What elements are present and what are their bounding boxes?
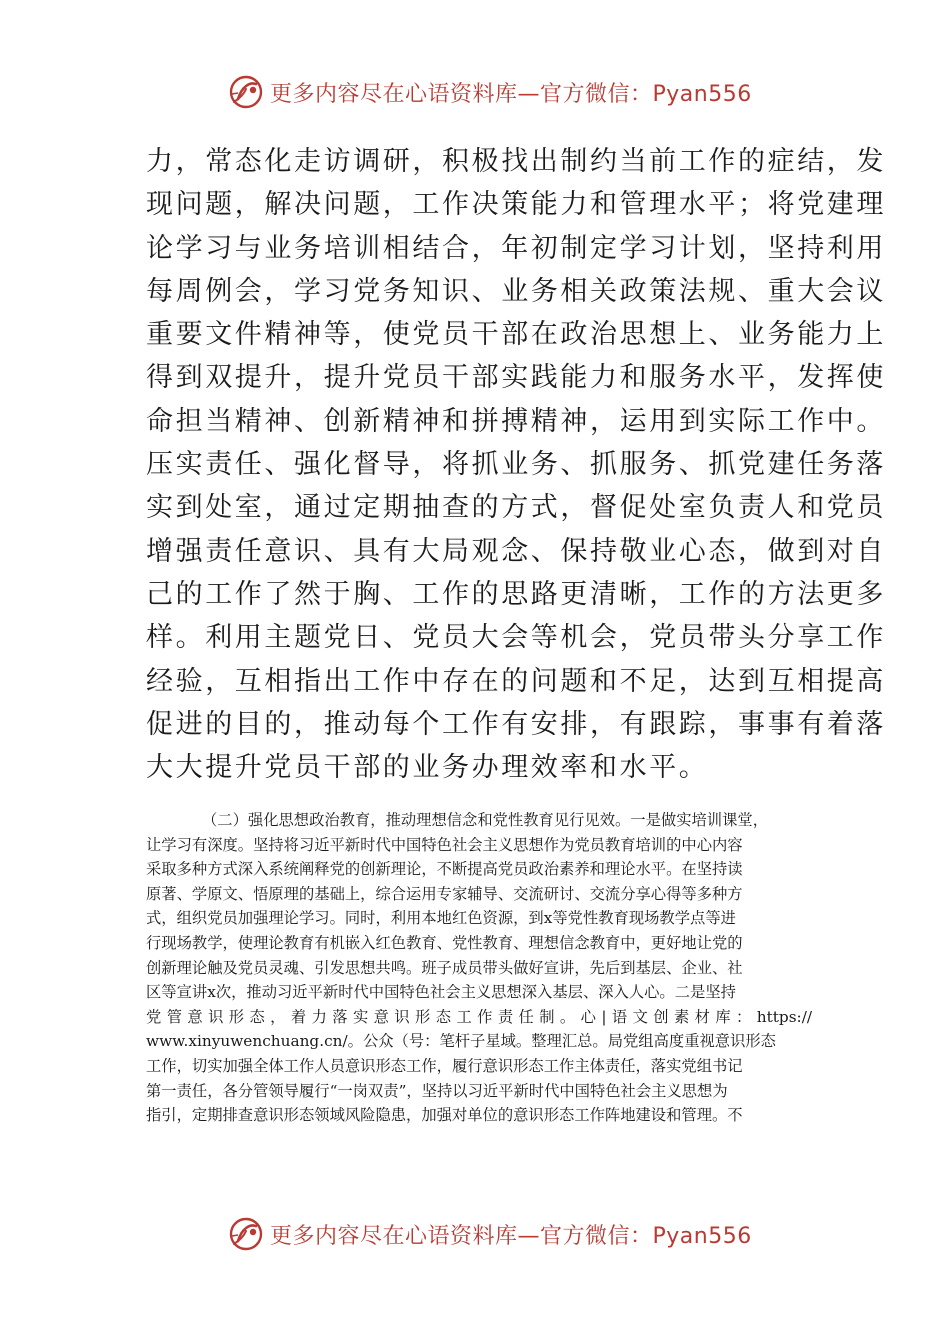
text-line: 现问题，解决问题，工作决策能力和管理水平；将党建理 [146,189,886,221]
text-line: 促进的目的，推动每个工作有安排，有跟踪，事事有着落 [146,708,886,740]
text-line: 增强责任意识、具有大局观念、保持敬业心态，做到对自 [146,535,886,567]
text-line: 己的工作了然于胸、工作的思路更清晰，工作的方法更多 [146,578,886,610]
text-line: 力，常态化走访调研，积极找出制约当前工作的症结，发 [146,146,886,177]
text-line: 每周例会，学习党务知识、业务相关政策法规、重大会议 [146,275,886,307]
text-line: 采取多种方式深入系统阐释党的创新理论，不断提高党员政治素养和理论水平。在坚持读 [146,860,743,879]
banner-text: 更多内容尽在心语资料库—官方微信：Pyan556 [270,81,752,107]
text-line: 实到处室，通过定期抽查的方式，督促处室负责人和党员 [146,492,886,524]
text-line: 重要文件精神等，使党员干部在政治思想上、业务能力上 [146,319,886,351]
text-line: 区等宣讲x次，推动习近平新时代中国特色社会主义思想深入基层、深入人心。二是坚持 [146,983,736,1002]
text-line: www.xinyuwenchuang.cn/。公众（号：笔杆子星域。整理汇总。局党组高度重视意识形态 [146,1032,776,1051]
logo-icon [226,72,266,112]
body-text-large [146,140,886,789]
text-line: 第一责任，各分管领导履行“一岗双责”，坚持以习近平新时代中国特色社会主义思想为 [146,1081,728,1100]
text-line: 大大提升党员干部的业务办理效率和水平。 [146,752,709,784]
wechat-id: Pyan556 [652,81,752,107]
footer-banner [226,1212,752,1256]
text-line: 党管意识形态，着力落实意识形态工作责任制。心|语文创素材库：https:// [146,1007,812,1026]
header-banner [226,70,752,114]
text-line: 经验，互相指出工作中存在的问题和不足，达到互相提高 [146,665,886,697]
text-line: 工作，切实加强全体工作人员意识形态工作，履行意识形态工作主体责任，落实党组书记 [146,1056,743,1075]
wechat-id: Pyan556 [652,1223,752,1249]
text-line: 样。利用主题党日、党员大会等机会，党员带头分享工作 [146,622,886,654]
banner-text: 更多内容尽在心语资料库—官方微信：Pyan556 [270,1223,752,1249]
logo-icon [226,1214,266,1254]
text-line: 原著、学原文、悟原理的基础上，综合运用专家辅导、交流研讨、交流分享心得等多种方 [146,884,743,903]
text-line: 让学习有深度。坚持将习近平新时代中国特色社会主义思想作为党员教育培训的中心内容 [146,835,743,854]
text-line: 得到双提升，提升党员干部实践能力和服务水平，发挥使 [146,362,886,394]
text-line: 论学习与业务培训相结合，年初制定学习计划，坚持利用 [146,232,886,264]
body-text-small [146,808,812,1128]
text-line: 创新理论触及党员灵魂、引发思想共鸣。班子成员带头做好宣讲，先后到基层、企业、社 [146,958,743,977]
text-line: 行现场教学，使理论教育有机嵌入红色教育、党性教育、理想信念教育中，更好地让党的 [146,933,743,952]
text-line: 式，组织党员加强理论学习。同时，利用本地红色资源，到x等党性教育现场教学点等进 [146,909,736,928]
text-line: 命担当精神、创新精神和拼搏精神，运用到实际工作中。 [146,405,886,437]
text-line: 指引，定期排查意识形态领域风险隐患，加强对单位的意识形态工作阵地建设和管理。不 [146,1106,743,1125]
text-line: 压实责任、强化督导，将抓业务、抓服务、抓党建任务落 [146,449,886,481]
paragraph-first-line: （二）强化思想政治教育，推动理想信念和党性教育见行见效。一是做实培训课堂， [202,811,768,829]
